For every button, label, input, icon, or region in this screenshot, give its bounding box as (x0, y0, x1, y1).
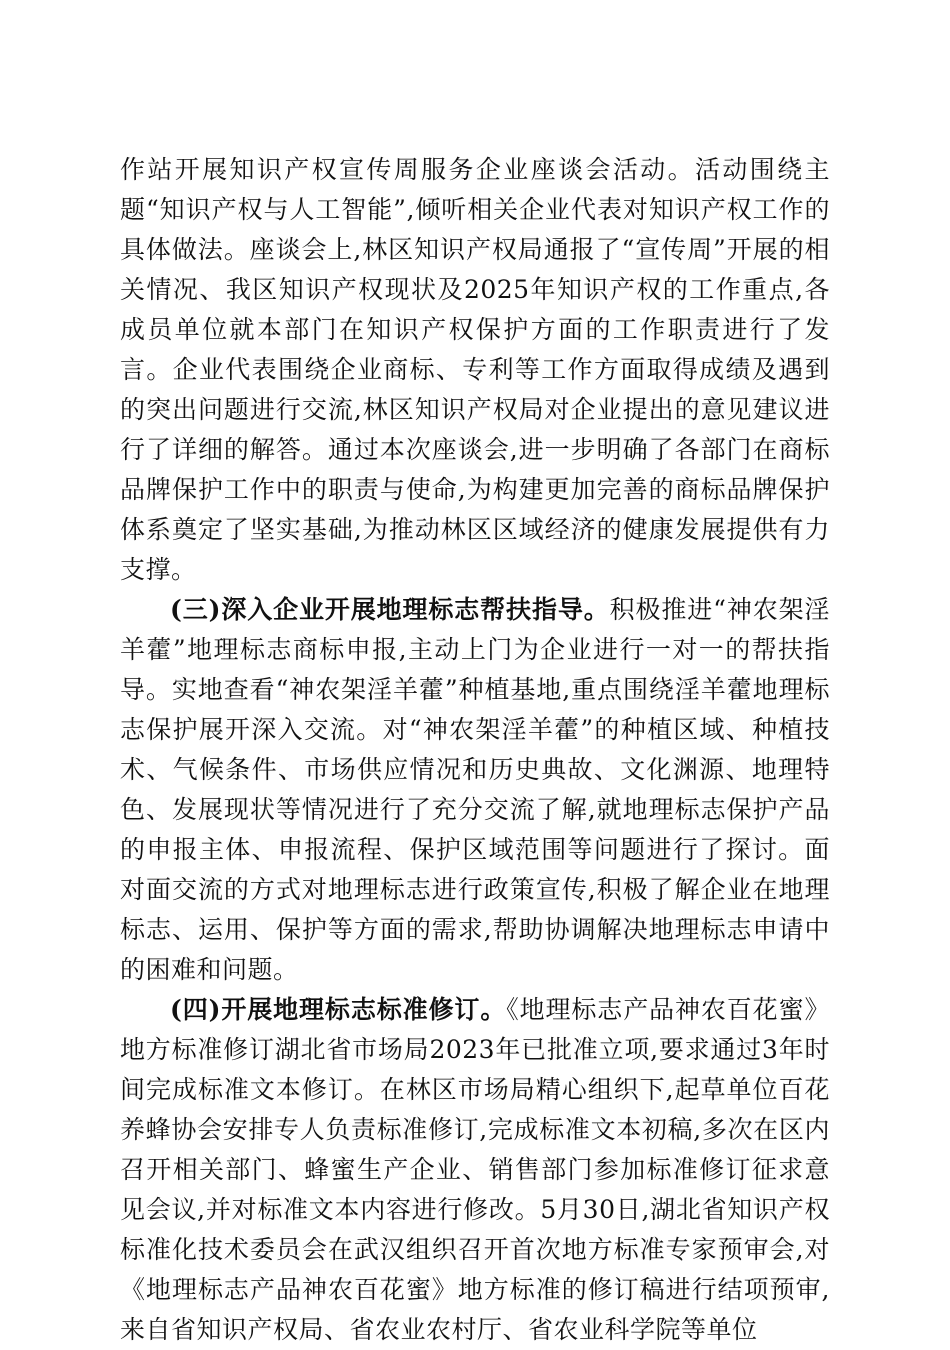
paragraph-section-3 (120, 590, 830, 990)
paragraph-text: 作站开展知识产权宣传周服务企业座谈会活动。活动围绕主题“知识产权与人工智能”,倾听相关企业代表对知识产权工作的具体做法。座谈会上,林区知识产权局通报了“宣传周”开展的相关情况、我区知识产权现状及2025年知识产权的工作重点,各成员单位就本部门在知识产权保护方面的工作职责进行了发言。企业代表围绕企业商标、专利等工作方面取得成绩及遇到的突出问题进行交流,林区知识产权局对企业提出的意见建议进行了详细的解答。通过本次座谈会,进一步明确了各部门在商标品牌保护工作中的职责与使命,为构建更加完善的商标品牌保护体系奠定了坚实基础,为推动林区区域经济的健康发展提供有力支撑。 (120, 155, 830, 584)
paragraph-text: 积极推进“神农架淫羊藿”地理标志商标申报,主动上门为企业进行一对一的帮扶指导。实地查看“神农架淫羊藿”种植基地,重点围绕淫羊藿地理标志保护展开深入交流。对“神农架淫羊藿”的种植区域、种植技术、气候条件、市场供应情况和历史典故、文化渊源、地理特色、发展现状等情况进行了充分交流了解,就地理标志保护产品的申报主体、申报流程、保护区域范围等问题进行了探讨。面对面交流的方式对地理标志进行政策宣传,积极了解企业在地理标志、运用、保护等方面的需求,帮助协调解决地理标志申请中的困难和问题。 (120, 595, 830, 984)
section-heading-3: (三)深入企业开展地理标志帮扶指导。 (170, 595, 610, 624)
paragraph-section-4 (120, 990, 830, 1350)
document-body (120, 150, 830, 1350)
paragraph-text: 《地理标志产品神农百花蜜》地方标准修订湖北省市场局2023年已批准立项,要求通过3年时间完成标准文本修订。在林区市场局精心组织下,起草单位百花养蜂协会安排专人负责标准修订,完成标准文本初稿,多次在区内召开相关部门、蜂蜜生产企业、销售部门参加标准修订征求意见会议,并对标准文本内容进行修改。5月30日,湖北省知识产权标准化技术委员会在武汉组织召开首次地方标准专家预审会,对《地理标志产品神农百花蜜》地方标准的修订稿进行结项预审,来自省知识产权局、省农业农村厅、省农业科学院等单位 (120, 995, 830, 1344)
section-heading-4: (四)开展地理标志标准修订。 (170, 995, 507, 1024)
paragraph-continuation (120, 150, 830, 590)
